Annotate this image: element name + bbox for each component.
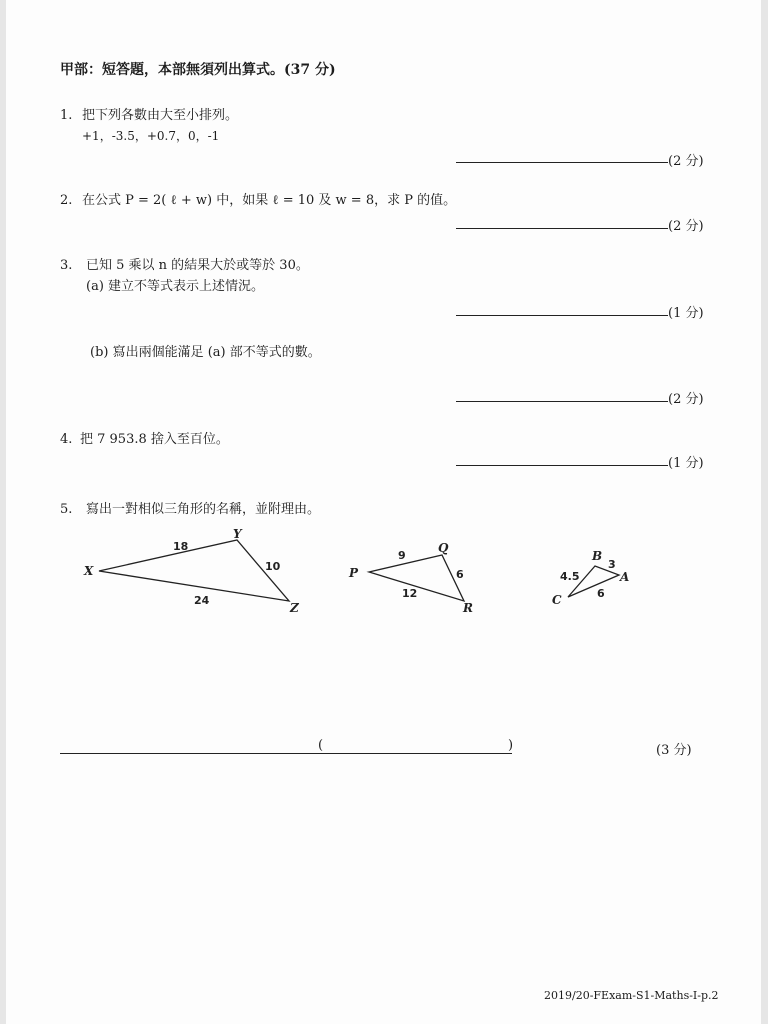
- q1-number-list: +1，-3.5，+0.7，0，-1: [82, 129, 220, 143]
- q4-marks: (1 分): [668, 456, 704, 471]
- vertex-y-label: Y: [233, 527, 242, 541]
- q3-number: 3.: [60, 258, 73, 273]
- q3-text: 已知 5 乘以 n 的結果大於或等於 30。: [86, 258, 309, 273]
- vertex-z-label: Z: [290, 601, 299, 615]
- q3a-text: (a) 建立不等式表示上述情況。: [86, 279, 265, 294]
- side-bc-label: 4.5: [560, 570, 580, 583]
- q5-paren-close: ): [508, 738, 514, 753]
- vertex-x-label: X: [84, 564, 94, 578]
- vertex-r-label: R: [463, 601, 473, 615]
- vertex-c-label: C: [552, 593, 562, 607]
- similar-triangles-figure: [6, 0, 761, 640]
- exam-page: [6, 0, 761, 1024]
- q2-text: 在公式 P = 2( ℓ + w) 中，如果 ℓ = 10 及 w = 8，求 P 的值。: [82, 193, 457, 208]
- side-pq-label: 9: [398, 549, 406, 562]
- vertex-p-label: P: [349, 566, 359, 580]
- q5-marks: (3 分): [656, 743, 692, 758]
- vertex-b-label: B: [592, 549, 603, 563]
- vertex-q-label: Q: [438, 541, 449, 555]
- side-xz-label: 24: [194, 594, 210, 607]
- section-title: 甲部：短答題，本部無須列出算式。(37 分): [60, 62, 336, 78]
- q3b-marks: (2 分): [668, 392, 704, 407]
- q3a-marks: (1 分): [668, 306, 704, 321]
- triangle-xyz: [99, 540, 289, 601]
- footer-page-code: 2019/20-FExam-S1-Maths-I-p.2: [544, 989, 719, 1002]
- q3b-text: (b) 寫出兩個能滿足 (a) 部不等式的數。: [90, 345, 321, 360]
- q2-number: 2.: [60, 193, 73, 208]
- q4-text: 把 7 953.8 捨入至百位。: [80, 432, 229, 447]
- side-yz-label: 10: [265, 560, 281, 573]
- q1-text: 把下列各數由大至小排列。: [82, 108, 239, 123]
- side-qr-label: 6: [456, 568, 464, 581]
- q4-number: 4.: [60, 432, 73, 447]
- q5-paren-open: (: [318, 738, 324, 753]
- q5-answer-line[interactable]: [60, 753, 512, 754]
- q2-marks: (2 分): [668, 219, 704, 234]
- side-xy-label: 18: [173, 540, 189, 553]
- q5-text: 寫出一對相似三角形的名稱，並附理由。: [86, 502, 321, 517]
- side-ac-label: 6: [597, 587, 605, 600]
- vertex-a-label: A: [620, 570, 630, 584]
- q1-marks: (2 分): [668, 154, 704, 169]
- side-ab-label: 3: [608, 558, 616, 571]
- q1-number: 1.: [60, 108, 73, 123]
- side-pr-label: 12: [402, 587, 418, 600]
- q5-number: 5.: [60, 502, 73, 517]
